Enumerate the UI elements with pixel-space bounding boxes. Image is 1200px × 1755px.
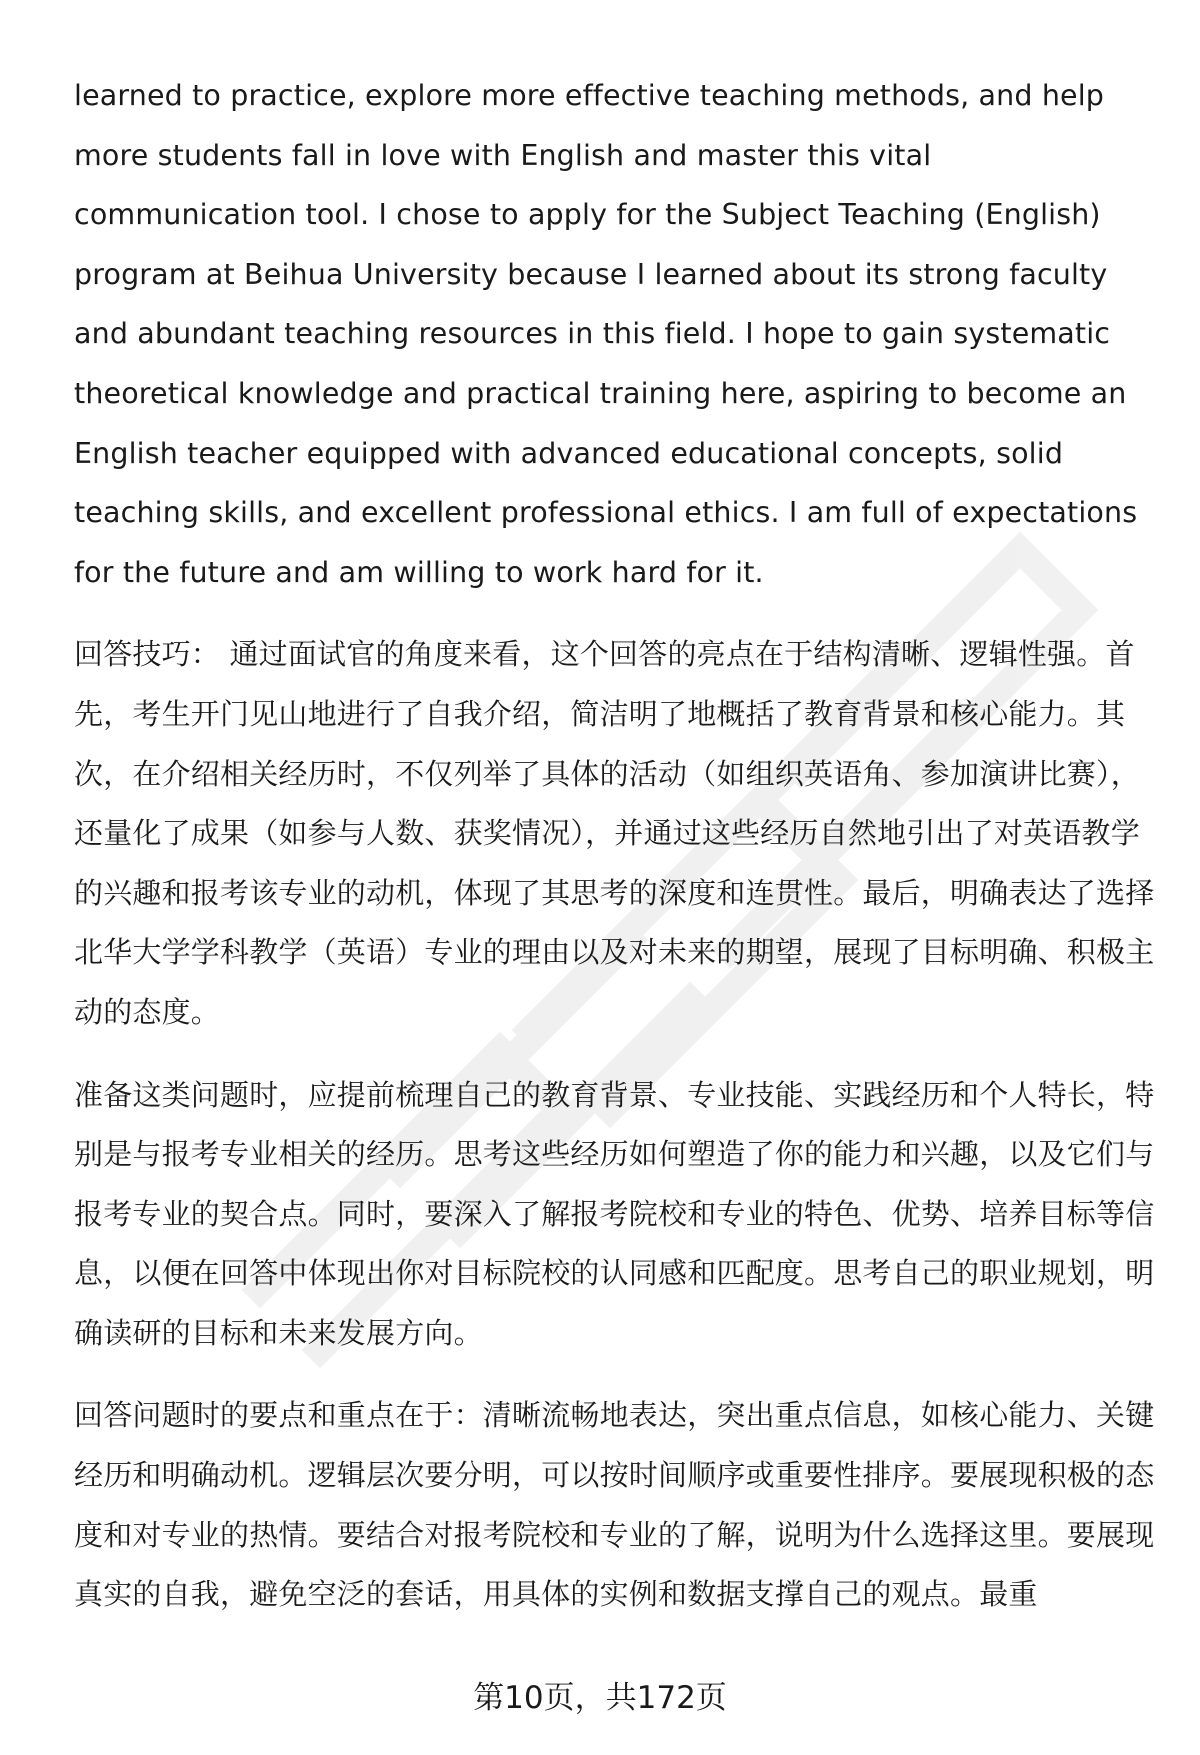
answer-tips-body: 通过面试官的角度来看，这个回答的亮点在于结构清晰、逻辑性强。首先，考生开门见山地进行了自我介绍，简洁明了地概括了教育背景和核心能力。其次，在介绍相关经历时，不仅列举了具体的活动（如组织英语角、参加演讲比赛），还量化了成果（如参与人数、获奖情况），并通过这些经历自然地引出了对英语教学的兴趣和报考该专业的动机，体现了其思考的深度和连贯性。最后，明确表达了选择北华大学学科教学（英语）专业的理由以及对未来的期望，展现了目标明确、积极主动的态度。 — [74, 637, 1155, 1029]
page-number-footer: 第10页，共172页 — [473, 1680, 727, 1716]
preparation-paragraph: 准备这类问题时，应提前梳理自己的教育背景、专业技能、实践经历和个人特长，特别是与报考专业相关的经历。思考这些经历如何塑造了你的能力和兴趣，以及它们与报考专业的契合点。同时，要深入了解报考院校和专业的特色、优势、培养目标等信息，以便在回答中体现出你对目标院校的认同感和匹配度。思考自己的职业规划，明确读研的目标和未来发展方向。 — [74, 1077, 1155, 1350]
answer-tips-paragraph — [74, 625, 1156, 1042]
answer-tips-label: 回答技巧： — [74, 637, 221, 672]
key-points-paragraph: 回答问题时的要点和重点在于：清晰流畅地表达，突出重点信息，如核心能力、关键经历和明确动机。逻辑层次要分明，可以按时间顺序或重要性排序。要展现积极的态度和对专业的热情。要结合对报考院校和专业的了解，说明为什么选择这里。要展现真实的自我，避免空泛的套话，用具体的实例和数据支撑自己的观点。最重 — [74, 1398, 1155, 1612]
english-answer-paragraph: learned to practice, explore more effective teaching methods, and help more students fall in love with English and master this vital communication tool. I chose to apply for the Subject Teaching (English) program at Beihua University because I learned about its strong faculty and abundant teaching resources in this field. I hope to gain systematic theoretical knowledge and practical training here, aspiring to become an English teacher equipped with advanced educational concepts, solid teaching skills, and excellent professional ethics. I am full of expectations for the future and am willing to work hard for it. — [74, 79, 1138, 589]
page-content — [74, 66, 1156, 1625]
